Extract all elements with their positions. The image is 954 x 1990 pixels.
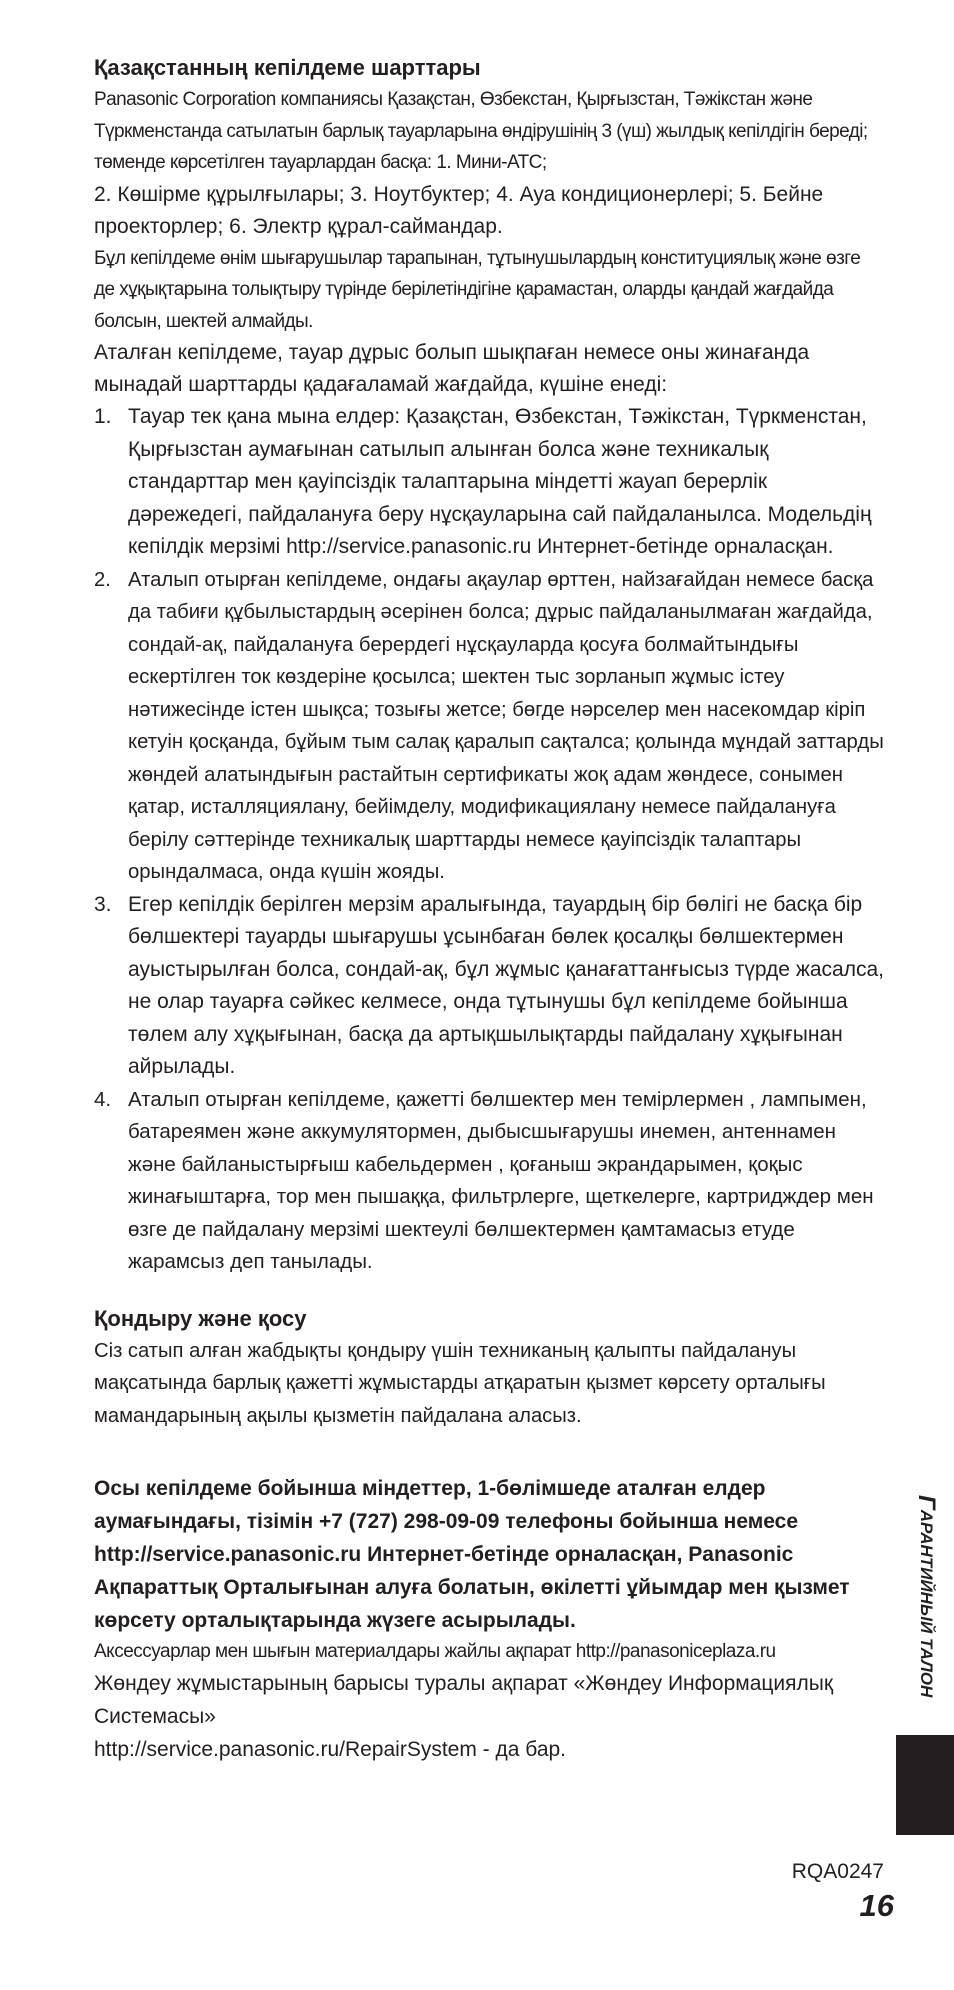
condition-item (94, 401, 884, 564)
obligations-text: Осы кепілдеме бойынша міндеттер, 1-бөлімшеде аталған елдер аумағындағы, тізімін +7 (727) 298-09-09 телефоны бойынша немесе http://service.panasonic.ru Интернет-бетінде орналасқан, Panasonic Ақпараттық Орталығынан алуға болатын, өкілетті ұйымдар мен қызмет көрсету орталықтарында жүзеге асырылады. (94, 1477, 850, 1632)
repair-url: http://service.panasonic.ru/RepairSystem - да бар. (94, 1738, 567, 1761)
condition-item (94, 564, 884, 889)
installation-title: Қондыру және қосу (94, 1305, 307, 1331)
document-code: RQA0247 (791, 1860, 884, 1883)
warranty-validity-intro: Аталған кепілдеме, тауар дұрыс болып шықпаған немесе оны жинағанда мынадай шарттарды қадағаламай жағдайда, күшіне енеді: (94, 341, 810, 396)
side-tab-label-rest: АРАНТИЙНЫЙ ТАЛОН (917, 1509, 936, 1698)
condition-number: 3. (94, 892, 112, 916)
side-tab (896, 1495, 954, 1835)
warranty-rights-note: Бұл кепілдеме өнім шығарушылар тарапынан, тұтынушылардың конституциялық және өзге де хұқықтарына толықтыру түрінде берілетіндігіне қарамастан, оларды қандай жағдайда болсын, шектей алмайды. (94, 247, 861, 332)
warranty-intro (94, 84, 884, 179)
page-number: 16 (859, 1888, 894, 1923)
condition-text: Егер кепілдік берілген мерзім аралығында, тауардың бір бөлігі не басқа бір бөлшектері тауарды шығарушы ұсынбаған бөлек қосалқы бөлшектермен ауыстырылған болса, сондай-ақ, бұл жұмыс қанағаттанғысыз түрде жасалса, не олар тауарға сәйкес келмесе, онда тұтынушы бұл кепілдеме бойынша төлем алу хұқығынан, басқа да артықшылықтарды пайдалану хұқығынан айрылады. (128, 892, 884, 1078)
warranty-intro-small: Panasonic Corporation компаниясы Қазақстан, Өзбекстан, Қырғызстан, Тәжікстан және Түркменстанда сатылатын барлық тауарларына өндірушінің 3 (үш) жылдық кепілдігін береді; төменде көрсетілген тауарлардан басқа: 1. Мини-АТС; (94, 89, 868, 173)
installation-text: Сіз сатып алған жабдықты қондыру үшін техниканың қалыпты пайдалануы мақсатында барлық қажетті жұмыстарды атқаратын қызмет көрсету орталығы мамандарының ақылы қызметін пайдалана аласыз. (94, 1339, 826, 1427)
condition-text: Аталып отырған кепілдеме, ондағы ақаулар өрттен, найзағайдан немесе басқа да табиғи құбылыстардың әсерінен болса; дұрыс пайдаланылмаған жағдайда, сондай-ақ, пайдалануға берердегі нұсқауларда қосуға болмайтындығы ескертілген ток көздеріне қосылса; шектен тыс зорланып жұмыс істеу нәтижесінде істен шықса; тозығы жетсе; бөгде нәрселер мен насекомдар кіріп кетуін қосқанда, бұйым тым салақ қаралып сақталса; қолында мұндай заттарды жөндей алатындығын растайтын сертификаты жоқ адам жөндесе, сонымен қатар, исталляциялану, бейімделу, модификациялану немесе пайдалануға берілу сәттерінде техникалық шарттарды немесе қауіпсіздік талаптары орындалмаса, онда күшін жояды. (128, 568, 884, 883)
warranty-excluded-list: 2. Көшірме құрылғылары; 3. Ноутбуктер; 4. Ауа кондиционерлері; 5. Бейне проекторлер; 6. Электр құрал-саймандар. (94, 182, 824, 238)
page-content (94, 52, 884, 1766)
condition-number: 4. (94, 1087, 112, 1111)
side-tab-bar (896, 1735, 954, 1835)
condition-item (94, 1084, 884, 1279)
warranty-conditions-list (94, 401, 884, 1279)
side-tab-label (906, 1495, 946, 1725)
repair-info: Жөндеу жұмыстарының барысы туралы ақпарат «Жөндеу Информациялық Системасы» (94, 1672, 834, 1728)
condition-text: Тауар тек қана мына елдер: Қазақстан, Өзбекстан, Тәжікстан, Түркменстан, Қырғызстан аумағынан сатылып алынған болса және техникалық стандарттар мен қауіпсіздік талаптарына міндетті жауап берерлік дәрежедегі, пайдалануға беру нұсқауларына сай пайдаланылса. Модельдің кепілдік мерзімі http://service.panasonic.ru Интернет-бетінде орналасқан. (128, 405, 872, 558)
condition-number: 1. (94, 405, 112, 428)
condition-number: 2. (94, 568, 111, 591)
condition-text: Аталып отырған кепілдеме, қажетті бөлшектер мен темірлермен , лампымен, батареямен және аккумулятормен, дыбысшығарушы инемен, антеннамен және байланыстырғыш кабельдермен , қоғаныш экрандарымен, қоқыс жинағыштарға, тор мен пышаққа, фильтрлерге, щеткелерге, картридждер мен өзге де пайдалану мерзімі шектеулі бөлшектермен қамтамасыз етуде жарамсыз деп танылады. (128, 1087, 874, 1273)
accessories-note: Аксессуарлар мен шығын материалдары жайлы ақпарат http://panasoniceplaza.ru (94, 1641, 776, 1662)
warranty-title: Қазақстанның кепілдеме шарттары (94, 55, 481, 80)
side-tab-label-initial: Г (913, 1495, 940, 1510)
condition-item (94, 889, 884, 1084)
